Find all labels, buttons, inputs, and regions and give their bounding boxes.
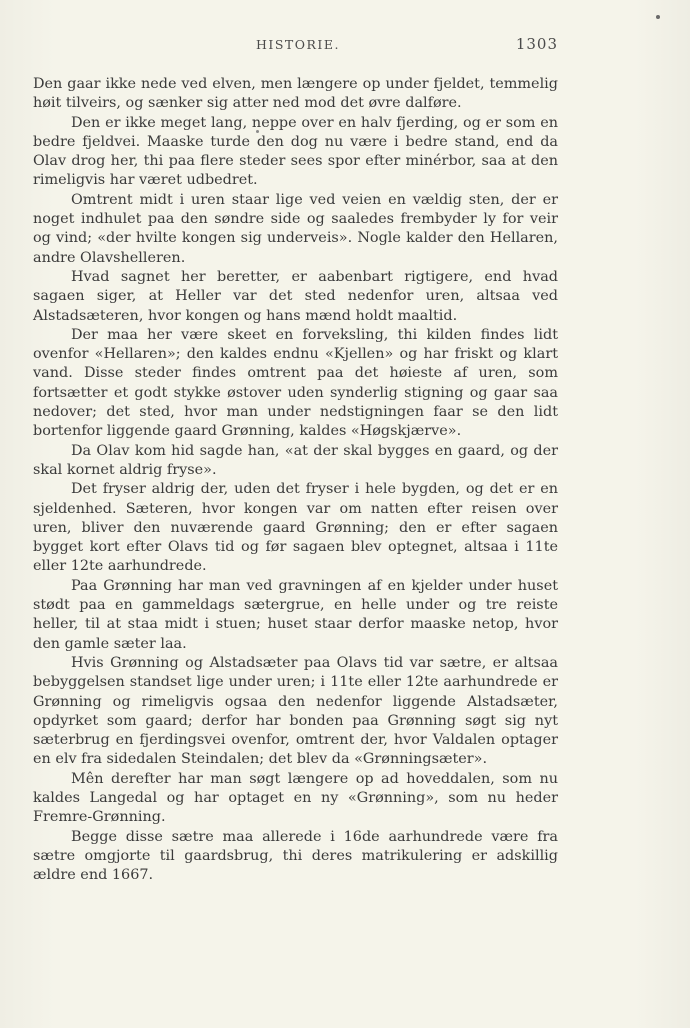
ink-dot [656, 15, 660, 19]
body-text [33, 75, 558, 885]
paragraph: Den er ikke meget lang, neppe over en halv fjerding, og er som en bedre fjeldvei. Maaske turde den dog nu være i bedre stand, end da Olav drog her, thi paa flere steder sees spor efter minérbor, saa at den rimeligvis har været udbedret. [33, 114, 558, 189]
paragraph: Hvis Grønning og Alstadsæter paa Olavs tid var sætre, er altsaa bebyggelsen standset lige under uren; i 11te eller 12te aarhundrede er Grønning og rimeligvis ogsaa den nedenfor liggende Alstadsæter, opdyrket som gaard; derfor har bonden paa Grønning søgt sig nyt sæterbrug en fjerdingsvei ovenfor, omtrent der, hvor Valdalen optager en elv fra sidedalen Steindalen; det blev da «Grønningsæter». [33, 654, 558, 768]
paragraph: Hvad sagnet her beretter, er aabenbart rigtigere, end hvad sagaen siger, at Heller var det sted nedenfor uren, altsaa ved Alstadsæteren, hvor kongen og hans mænd holdt maaltid. [33, 268, 558, 324]
paragraph: Mên derefter har man søgt længere op ad hoveddalen, som nu kaldes Langedal og har optaget en ny «Grønning», som nu heder Fremre-Grønning. [33, 770, 558, 826]
paragraph: Begge disse sætre maa allerede i 16de aarhundrede være fra sætre omgjorte til gaardsbrug, thi deres matrikulering er adskillig ældre end 1667. [33, 828, 558, 884]
page-number: 1303 [515, 35, 558, 53]
section-title: HISTORIE. [256, 37, 340, 52]
paragraph: Omtrent midt i uren staar lige ved veien en vældig sten, der er noget indhulet paa den søndre side og saaledes frembyder ly for veir og vind; «der hvilte kongen sig underveis». Nogle kalder den Hellaren, andre Olavshelleren. [33, 191, 558, 266]
paragraph: Den gaar ikke nede ved elven, men længere op under fjeldet, temmelig høit tilveirs, og sænker sig atter ned mod det øvre dalføre. [33, 76, 558, 112]
paragraph: Der maa her være skeet en forveksling, thi kilden findes lidt ovenfor «Hellaren»; den kaldes endnu «Kjellen» og har friskt og klart vand. Disse steder findes omtrent paa det høieste af uren, som fortsætter et godt stykke østover uden synderlig stigning og gaar saa nedover; det sted, hvor man under nedstigningen faar se den lidt bortenfor liggende gaard Grønning, kaldes «Høgskjærve». [33, 326, 558, 440]
paragraph: Da Olav kom hid sagde han, «at der skal bygges en gaard, og der skal kornet aldrig fryse». [33, 442, 558, 478]
paragraph: Paa Grønning har man ved gravningen af en kjelder under huset stødt paa en gammeldags sætergrue, en helle under og tre reiste heller, til at staa midt i stuen; huset staar derfor maaske netop, hvor den gamle sæter laa. [33, 577, 558, 652]
paragraph: Det fryser aldrig der, uden det fryser i hele bygden, og det er en sjeldenhed. Sæteren, hvor kongen var om natten efter reisen over uren, bliver den nuværende gaard Grønning; den er efter sagaen bygget kort efter Olavs tid og før sagaen blev optegnet, altsaa i 11te eller 12te aarhundrede. [33, 481, 558, 575]
